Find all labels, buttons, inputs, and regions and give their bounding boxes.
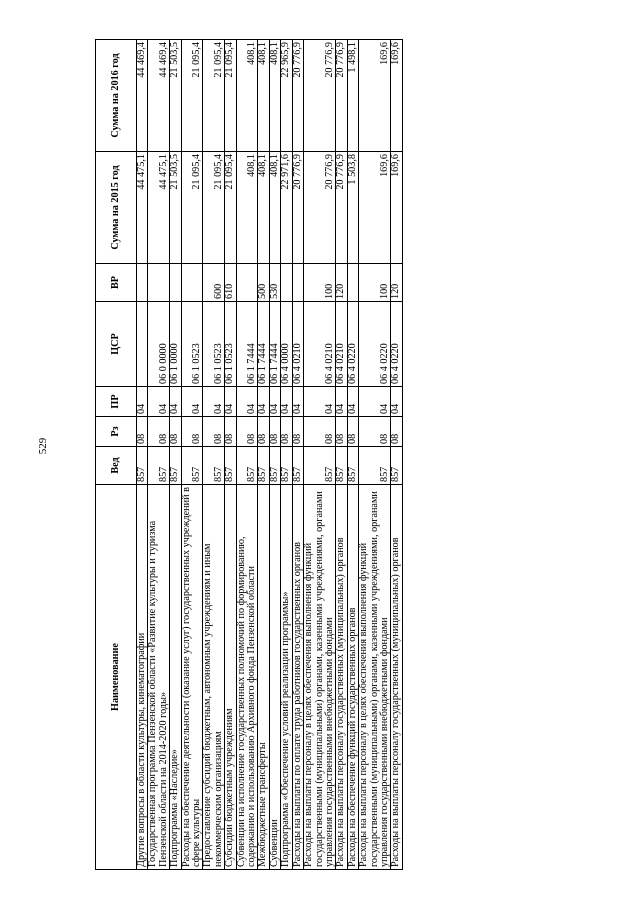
row-sum-2015: 1 503,8	[347, 152, 358, 264]
row-ved: 857	[281, 447, 292, 485]
page-number: 529	[37, 437, 49, 455]
row-csr: 06 1 0000	[170, 302, 181, 387]
row-pr: 04	[258, 387, 269, 417]
row-rz: 08	[181, 417, 203, 447]
row-rz: 08	[359, 417, 391, 447]
row-vr: 530	[269, 264, 280, 302]
row-ved: 857	[359, 447, 391, 485]
row-pr: 04	[281, 387, 292, 417]
row-ved: 857	[391, 447, 402, 485]
row-sum-2015: 44 475,1	[137, 152, 148, 264]
row-sum-2016: 408,1	[269, 40, 280, 152]
row-name: Расходы на обеспечение деятельности (оказание услуг) государственных учреждений в сфере культуры	[181, 485, 203, 870]
row-name: Расходы на выплаты персоналу в целях обеспечения выполнения функций государственными (муниципальными) органами, казенными учреждениями, органами управления государственными внебюджетными фондами	[359, 485, 391, 870]
row-sum-2016: 20 776,9	[292, 40, 303, 152]
row-sum-2016: 169,6	[391, 40, 402, 152]
row-csr: 06 0 0000	[148, 302, 170, 387]
row-sum-2015: 22 971,6	[281, 152, 292, 264]
row-ved: 857	[269, 447, 280, 485]
row-name: Расходы на обеспечение функций государственных органов	[347, 485, 358, 870]
row-ved: 857	[336, 447, 347, 485]
table-row	[148, 40, 170, 870]
row-rz: 08	[258, 417, 269, 447]
table-row	[137, 40, 148, 870]
row-pr: 04	[292, 387, 303, 417]
row-sum-2015: 21 095,4	[225, 152, 236, 264]
row-sum-2015: 44 475,1	[148, 152, 170, 264]
row-vr	[347, 264, 358, 302]
table-row	[258, 40, 269, 870]
row-csr: 06 4 0210	[336, 302, 347, 387]
row-rz: 08	[304, 417, 336, 447]
table-row	[281, 40, 292, 870]
row-vr	[292, 264, 303, 302]
row-ved: 857	[225, 447, 236, 485]
row-sum-2016: 20 776,9	[304, 40, 336, 152]
row-vr	[170, 264, 181, 302]
row-vr	[137, 264, 148, 302]
table-row	[292, 40, 303, 870]
header-ved: Вед	[96, 447, 137, 485]
row-rz: 08	[236, 417, 258, 447]
row-name: Подпрограмма «Обеспечение условий реализации программы»	[281, 485, 292, 870]
row-sum-2016: 21 095,4	[225, 40, 236, 152]
row-sum-2015: 20 776,9	[336, 152, 347, 264]
row-sum-2015: 408,1	[258, 152, 269, 264]
row-name: Субсидии бюджетным учреждениям	[225, 485, 236, 870]
row-sum-2016: 1 498,1	[347, 40, 358, 152]
row-ved: 857	[292, 447, 303, 485]
header-rz: Рз	[96, 417, 137, 447]
row-ved: 857	[236, 447, 258, 485]
row-rz: 08	[203, 417, 225, 447]
row-csr: 06 1 0523	[203, 302, 225, 387]
row-sum-2015: 21 095,4	[181, 152, 203, 264]
row-ved: 857	[258, 447, 269, 485]
row-rz: 08	[170, 417, 181, 447]
table-row	[181, 40, 203, 870]
row-name: Межбюджетные трансферты	[258, 485, 269, 870]
row-ved: 857	[181, 447, 203, 485]
row-rz: 08	[269, 417, 280, 447]
row-rz: 08	[292, 417, 303, 447]
row-name: Расходы на выплаты по оплате труда работников государственных органов	[292, 485, 303, 870]
row-rz: 08	[225, 417, 236, 447]
row-csr: 06 1 0523	[225, 302, 236, 387]
row-sum-2015: 21 503,5	[170, 152, 181, 264]
row-csr: 06 4 0210	[292, 302, 303, 387]
row-vr	[281, 264, 292, 302]
row-rz: 08	[137, 417, 148, 447]
row-rz: 08	[391, 417, 402, 447]
row-ved: 857	[347, 447, 358, 485]
row-sum-2016: 20 776,9	[336, 40, 347, 152]
header-csr: ЦСР	[96, 302, 137, 387]
row-vr: 120	[336, 264, 347, 302]
table-row	[236, 40, 258, 870]
row-vr	[236, 264, 258, 302]
row-sum-2016: 21 095,4	[181, 40, 203, 152]
row-pr: 04	[347, 387, 358, 417]
row-sum-2015: 20 776,9	[292, 152, 303, 264]
row-csr: 06 1 7444	[269, 302, 280, 387]
header-row	[96, 40, 137, 870]
row-ved: 857	[203, 447, 225, 485]
row-pr: 04	[304, 387, 336, 417]
row-pr: 04	[203, 387, 225, 417]
header-sum-2015: Сумма на 2015 год	[96, 152, 137, 264]
row-csr: 06 4 0210	[304, 302, 336, 387]
row-rz: 08	[281, 417, 292, 447]
row-name: Другие вопросы в области культуры, кинематографии	[137, 485, 148, 870]
table-row	[170, 40, 181, 870]
row-sum-2015: 20 776,9	[304, 152, 336, 264]
row-csr: 06 1 7444	[258, 302, 269, 387]
row-sum-2016: 169,6	[359, 40, 391, 152]
table-row	[347, 40, 358, 870]
table-row	[391, 40, 402, 870]
row-sum-2016: 22 965,9	[281, 40, 292, 152]
row-name: Субвенции на исполнение государственных полномочий по формированию, содержанию и использованию Архивного фонда Пензенской области	[236, 485, 258, 870]
row-ved: 857	[148, 447, 170, 485]
row-pr: 04	[181, 387, 203, 417]
row-csr: 06 4 0220	[391, 302, 402, 387]
table-row	[269, 40, 280, 870]
header-name: Наименование	[96, 485, 137, 870]
header-pr: ПР	[96, 387, 137, 417]
row-pr: 04	[391, 387, 402, 417]
table-row	[304, 40, 336, 870]
row-pr: 04	[137, 387, 148, 417]
row-pr: 04	[269, 387, 280, 417]
row-sum-2016: 408,1	[258, 40, 269, 152]
row-name: Расходы на выплаты персоналу государственных (муниципальных) органов	[336, 485, 347, 870]
row-vr: 500	[258, 264, 269, 302]
row-vr: 100	[359, 264, 391, 302]
header-vr: ВР	[96, 264, 137, 302]
header-sum-2016: Сумма на 2016 год	[96, 40, 137, 152]
rotated-page	[95, 40, 615, 870]
row-ved: 857	[170, 447, 181, 485]
row-sum-2015: 408,1	[236, 152, 258, 264]
row-name: Расходы на выплаты персоналу в целях обеспечения выполнения функций государственными (муниципальными) органами, казенными учреждениями, органами управления государственными внебюджетными фондами	[304, 485, 336, 870]
row-sum-2016: 408,1	[236, 40, 258, 152]
table-row	[203, 40, 225, 870]
row-vr: 600	[203, 264, 225, 302]
row-vr: 100	[304, 264, 336, 302]
row-pr: 04	[359, 387, 391, 417]
row-csr: 06 4 0220	[359, 302, 391, 387]
row-name: Предоставление субсидий бюджетным, автономным учреждениям и иным некоммерческим организациям	[203, 485, 225, 870]
row-vr: 120	[391, 264, 402, 302]
row-sum-2015: 169,6	[359, 152, 391, 264]
budget-table	[95, 39, 403, 870]
row-sum-2016: 44 469,4	[148, 40, 170, 152]
row-pr: 04	[225, 387, 236, 417]
row-ved: 857	[304, 447, 336, 485]
row-name: Государственная программа Пензенской области «Развитие культуры и туризма Пензенской области на 2014-2020 годы»	[148, 485, 170, 870]
row-name: Подпрограмма «Наследие»	[170, 485, 181, 870]
row-pr: 04	[336, 387, 347, 417]
row-sum-2016: 44 469,4	[137, 40, 148, 152]
row-vr	[148, 264, 170, 302]
row-ved: 857	[137, 447, 148, 485]
row-csr	[137, 302, 148, 387]
row-rz: 08	[336, 417, 347, 447]
row-sum-2016: 21 503,5	[170, 40, 181, 152]
row-pr: 04	[236, 387, 258, 417]
row-sum-2015: 21 095,4	[203, 152, 225, 264]
row-rz: 08	[148, 417, 170, 447]
row-pr: 04	[148, 387, 170, 417]
row-sum-2016: 21 095,4	[203, 40, 225, 152]
row-vr: 610	[225, 264, 236, 302]
row-sum-2015: 169,6	[391, 152, 402, 264]
row-csr: 06 1 0523	[181, 302, 203, 387]
table-row	[336, 40, 347, 870]
row-csr: 06 4 0000	[281, 302, 292, 387]
table-row	[225, 40, 236, 870]
row-csr: 06 4 0220	[347, 302, 358, 387]
table-row	[359, 40, 391, 870]
row-csr: 06 1 7444	[236, 302, 258, 387]
row-name: Расходы на выплаты персоналу государственных (муниципальных) органов	[391, 485, 402, 870]
row-pr: 04	[170, 387, 181, 417]
row-name: Субвенции	[269, 485, 280, 870]
row-sum-2015: 408,1	[269, 152, 280, 264]
row-vr	[181, 264, 203, 302]
row-rz: 08	[347, 417, 358, 447]
